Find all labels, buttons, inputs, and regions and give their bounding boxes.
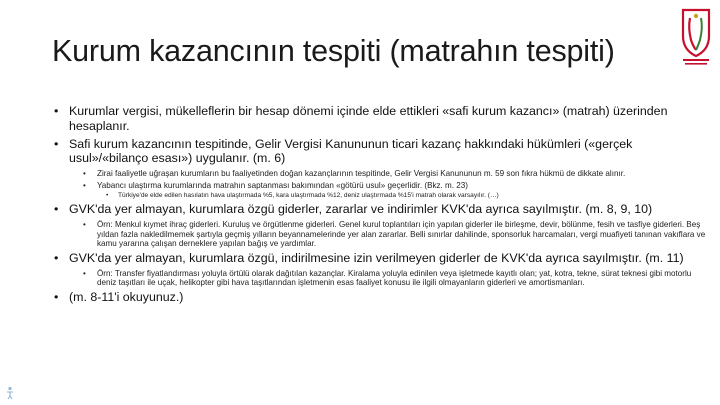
bullet-item — [54, 251, 706, 266]
bullet-marker: • — [54, 136, 59, 151]
bullet-text: Kurumlar vergisi, mükelleflerin bir hesap dönemi içinde elde ettikleri «safi kurum kazancı» (matrah) üzerinden hesaplanır. — [69, 104, 668, 133]
bullet-item — [54, 290, 706, 305]
sub-bullet-item — [80, 181, 706, 190]
bullet-item — [54, 202, 706, 217]
sub-bullet-item — [80, 169, 706, 178]
bullet-text: GVK'da yer almayan, kurumlara özgü, indirilmesine izin verilmeyen giderler de KVK'da ayrıca sayılmıştır. (m. 11) — [69, 250, 684, 265]
bullet-marker: • — [83, 169, 86, 178]
sub-bullet-text: Örn: Menkul kıymet ihraç giderleri. Kuruluş ve örgütlenme giderleri. Genel kurul toplantıları için yapılan giderler ile birleşme, devir, bölünme, fesih ve tasfiye giderleri. Beş yıldan fazla nakledilmemek şartıyla geçmiş yılların beyannamelerinde yer alan zararlar. Belli sınırlar dahilinde, sponsorluk harcamaları, vergi muafiyeti tanınan vakıflara ve kamu yararına çalışan derneklere yapılan bağış ve yardımlar. — [97, 220, 706, 248]
sub-bullet-text: Örn: Transfer fiyatlandırması yoluyla örtülü olarak dağıtılan kazançlar. Kiralama yoluyla edinilen veya işletmede kayıtlı olan; yat, kotra, tekne, sürat teknesi gibi motorlu deniz taşıtları ile uçak, helikopter gibi hava taşıtlarından işletmenin esas faaliyet konusu ile ilgili olmayanların giderleri ve amortismanları. — [97, 268, 692, 287]
bullet-item — [54, 104, 706, 133]
bullet-list — [54, 104, 706, 308]
hacettepe-university-logo-icon — [679, 6, 713, 68]
bullet-marker: • — [83, 268, 86, 278]
bullet-item — [54, 137, 706, 166]
bullet-text: Safi kurum kazancının tespitinde, Gelir Vergisi Kanununun ticari kazanç hakkındaki hükümleri («gerçek usul»/«bilanço esası») uygulanır. (m. 6) — [69, 136, 633, 165]
bullet-marker: • — [106, 192, 109, 200]
bullet-marker: • — [54, 104, 59, 118]
bullet-text: GVK'da yer almayan, kurumlara özgü giderler, zararlar ve indirimler KVK'da ayrıca sayılmıştır. (m. 8, 9, 10) — [69, 202, 653, 217]
bullet-marker: • — [54, 250, 59, 265]
sub-sub-bullet-item — [105, 192, 706, 200]
sub-bullet-text: Yabancı ulaştırma kurumlarında matrahın saptanması bakımından «götürü usul» geçerlidir. (Bkz. m. 23) — [97, 180, 468, 190]
sub-bullet-item — [80, 269, 706, 288]
sub-bullet-item — [80, 220, 706, 248]
accessibility-mark-icon — [5, 386, 15, 400]
bullet-text: (m. 8-11'i okuyunuz.) — [69, 289, 184, 304]
bullet-marker: • — [54, 289, 59, 304]
sub-bullet-text: Zirai faaliyetle uğraşan kurumların bu faaliyetinden doğan kazançlarının tespitinde, Gelir Vergisi Kanununun m. 59 son fıkra hükmü de dikkate alınır. — [97, 169, 626, 178]
bullet-marker: • — [54, 202, 59, 217]
sub-sub-bullet-text: Türkiye'de elde edilen hasılatın hava ulaştırmada %5, kara ulaştırmada %12, deniz ulaştırmada %15'i matrah olarak varsayılır. (…) — [118, 192, 499, 200]
slide-title: Kurum kazancının tespiti (matrahın tespiti) — [52, 34, 615, 68]
bullet-marker: • — [83, 180, 86, 190]
bullet-marker: • — [83, 220, 86, 230]
